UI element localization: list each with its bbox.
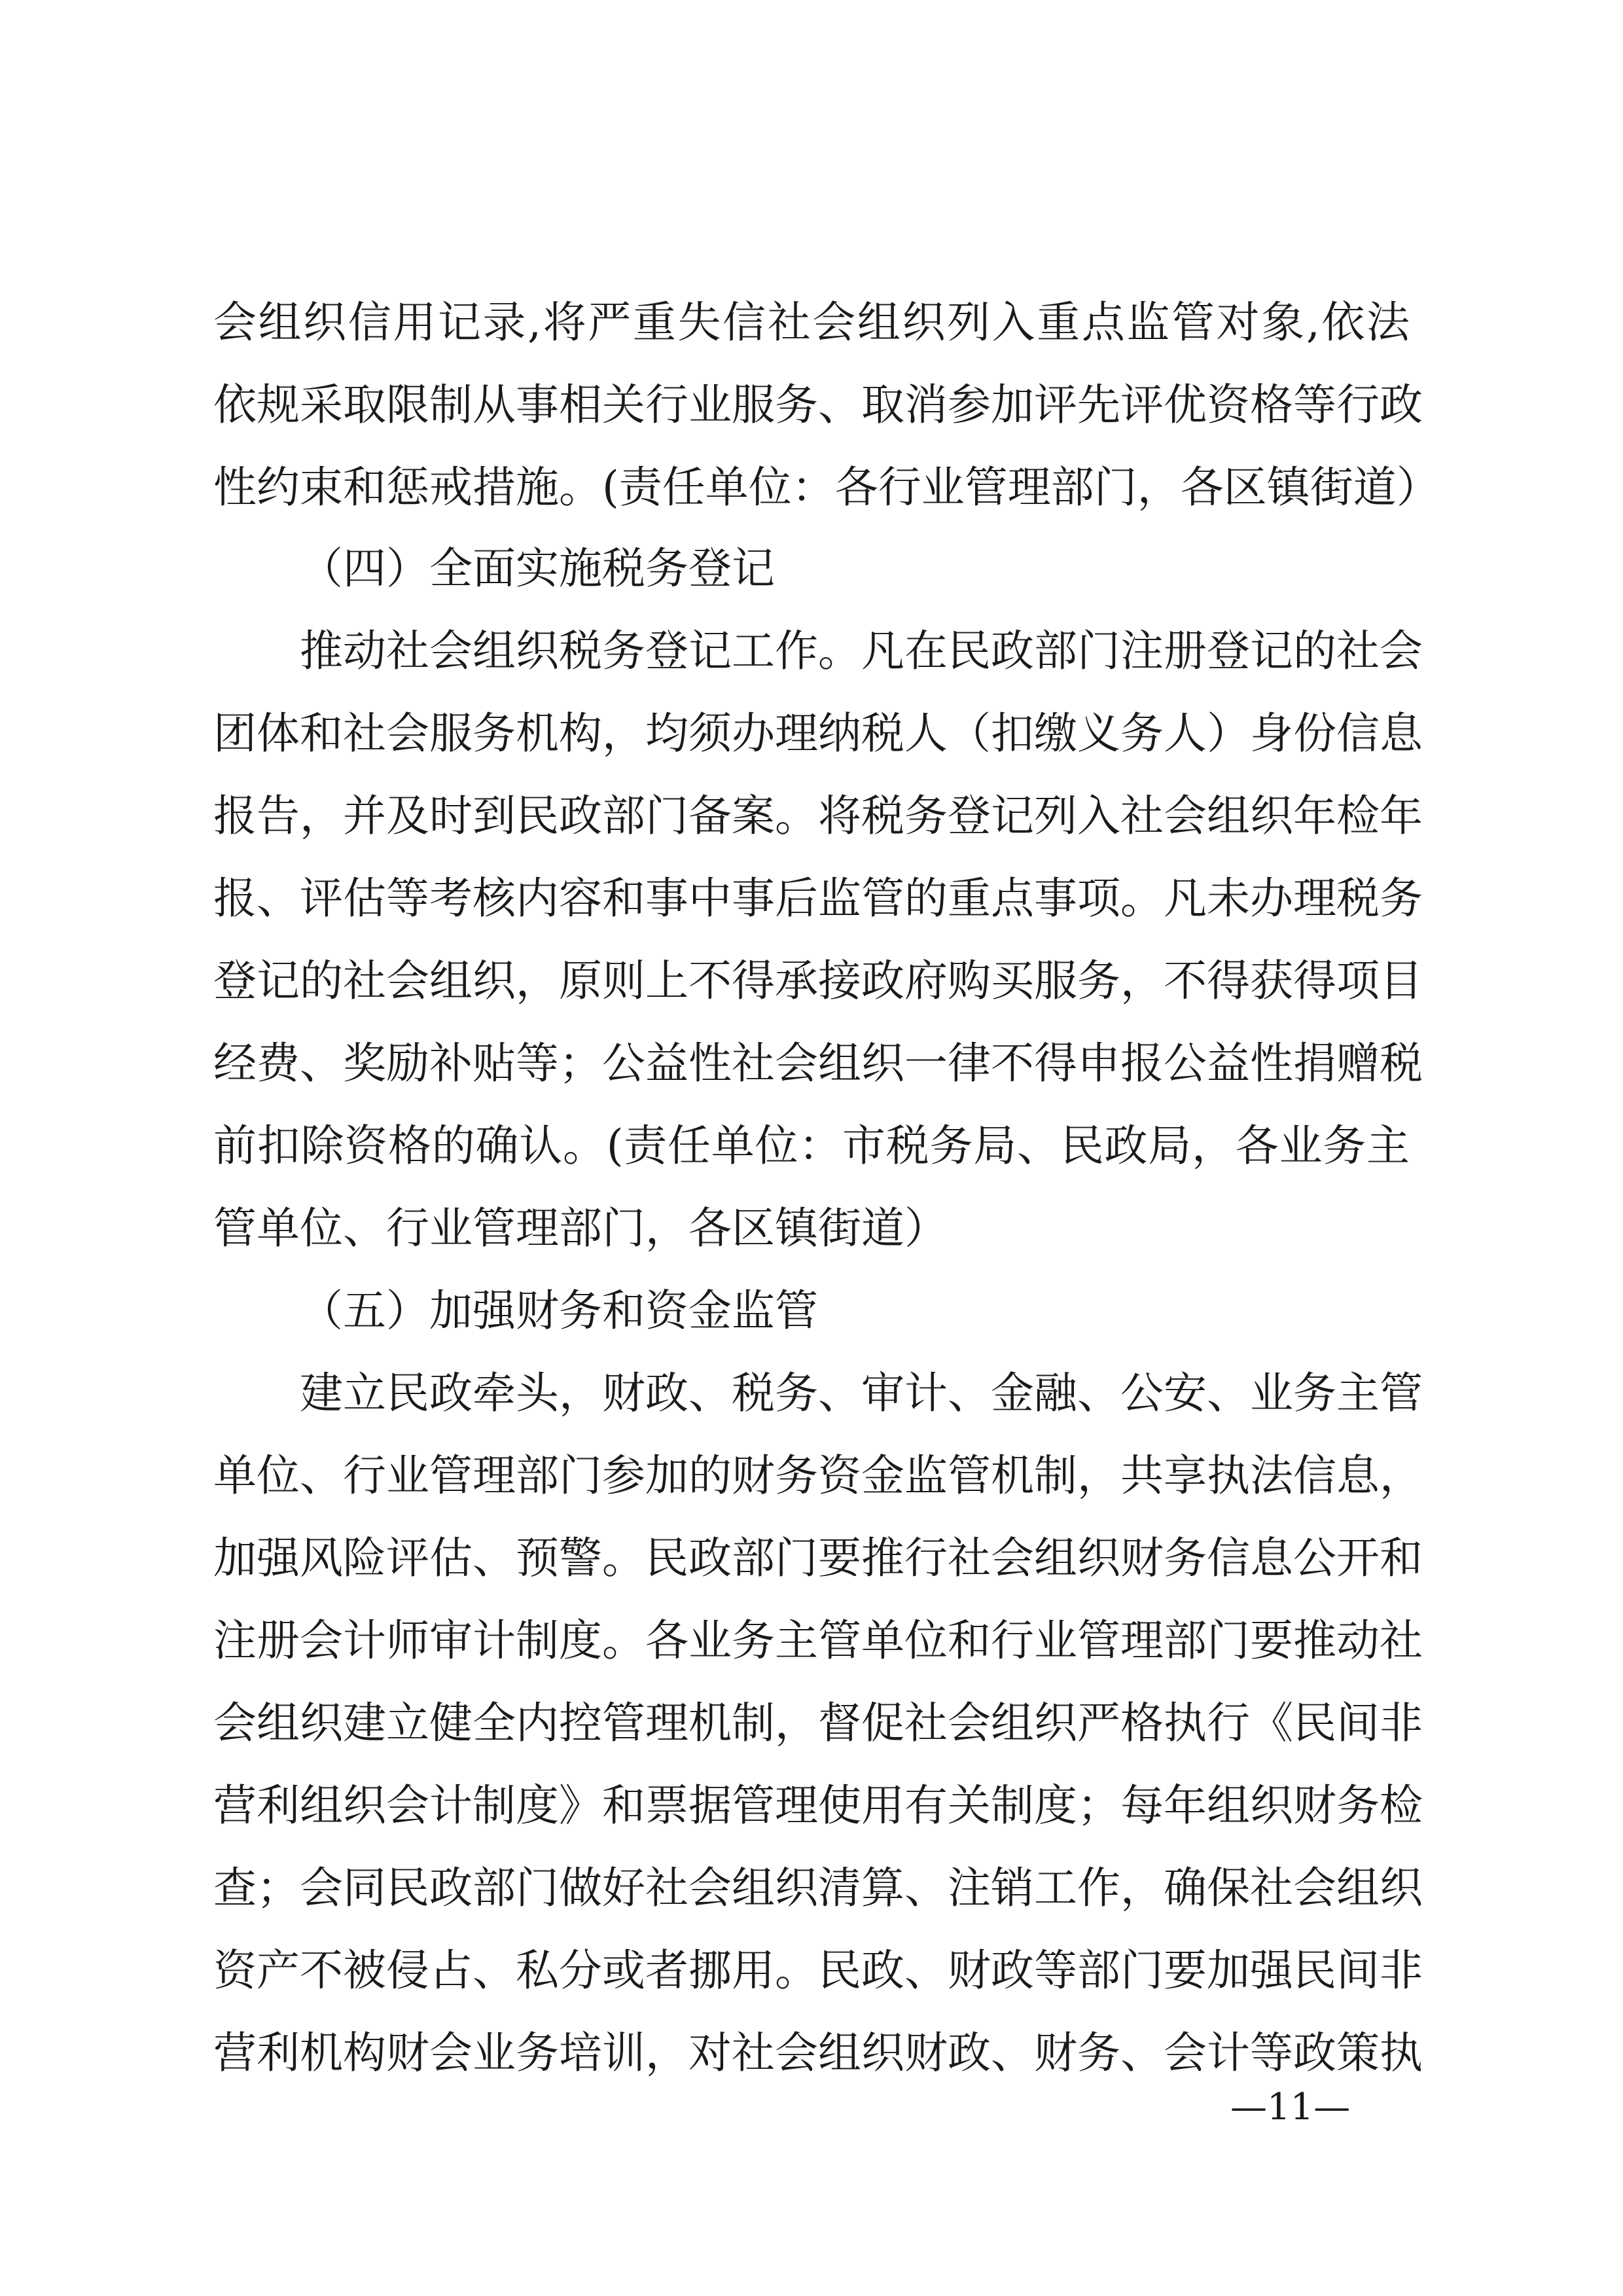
paragraph-line: 单位、行业管理部门参加的财务资金监管机制，共享执法信息， xyxy=(213,1450,1423,1501)
section-heading: （四）全面实施税务登记 xyxy=(300,543,775,594)
paragraph-line: 注册会计师审计制度。各业务主管单位和行业管理部门要推动社 xyxy=(213,1615,1423,1666)
paragraph-line: 报告，并及时到民政部门备案。将税务登记列入社会组织年检年 xyxy=(213,791,1423,841)
paragraph-line: 团体和社会服务机构，均须办理纳税人（扣缴义务人）身份信息 xyxy=(213,708,1423,759)
paragraph-line: 报、评估等考核内容和事中事后监管的重点事项。凡未办理税务 xyxy=(213,873,1423,924)
paragraph-line: 登记的社会组织，原则上不得承接政府购买服务，不得获得项目 xyxy=(213,956,1423,1006)
page-number: —11— xyxy=(1230,2086,1351,2128)
paragraph-line: 经费、奖励补贴等；公益性社会组织一律不得申报公益性捐赠税 xyxy=(213,1038,1423,1088)
paragraph-line: 性约束和惩戒措施。(责任单位：各行业管理部门，各区镇街道） xyxy=(213,462,1440,512)
paragraph-line: 会组织建立健全内控管理机制，督促社会组织严格执行《民间非 xyxy=(213,1698,1423,1748)
paragraph-line: 查；会同民政部门做好社会组织清算、注销工作，确保社会组织 xyxy=(213,1863,1423,1913)
paragraph-line: 管单位、行业管理部门，各区镇街道） xyxy=(213,1203,948,1253)
paragraph-line: 加强风险评估、预警。民政部门要推行社会组织财务信息公开和 xyxy=(213,1533,1423,1583)
paragraph-line: 会组织信用记录,将严重失信社会组织列入重点监管对象,依法 xyxy=(213,297,1410,348)
paragraph-line: 营利机构财会业务培训，对社会组织财政、财务、会计等政策执 xyxy=(213,2028,1423,2078)
section-heading: （五）加强财务和资金监管 xyxy=(300,1285,818,1336)
paragraph-line: 建立民政牵头，财政、税务、审计、金融、公安、业务主管 xyxy=(300,1368,1423,1418)
paragraph-line: 依规采取限制从事相关行业服务、取消参加评先评优资格等行政 xyxy=(213,380,1423,430)
paragraph-line: 营利组织会计制度》和票据管理使用有关制度；每年组织财务检 xyxy=(213,1780,1423,1831)
paragraph-line: 前扣除资格的确认。(责任单位：市税务局、民政局，各业务主 xyxy=(213,1121,1410,1171)
paragraph-line: 推动社会组织税务登记工作。凡在民政部门注册登记的社会 xyxy=(300,626,1423,676)
paragraph-line: 资产不被侵占、私分或者挪用。民政、财政等部门要加强民间非 xyxy=(213,1945,1423,1996)
